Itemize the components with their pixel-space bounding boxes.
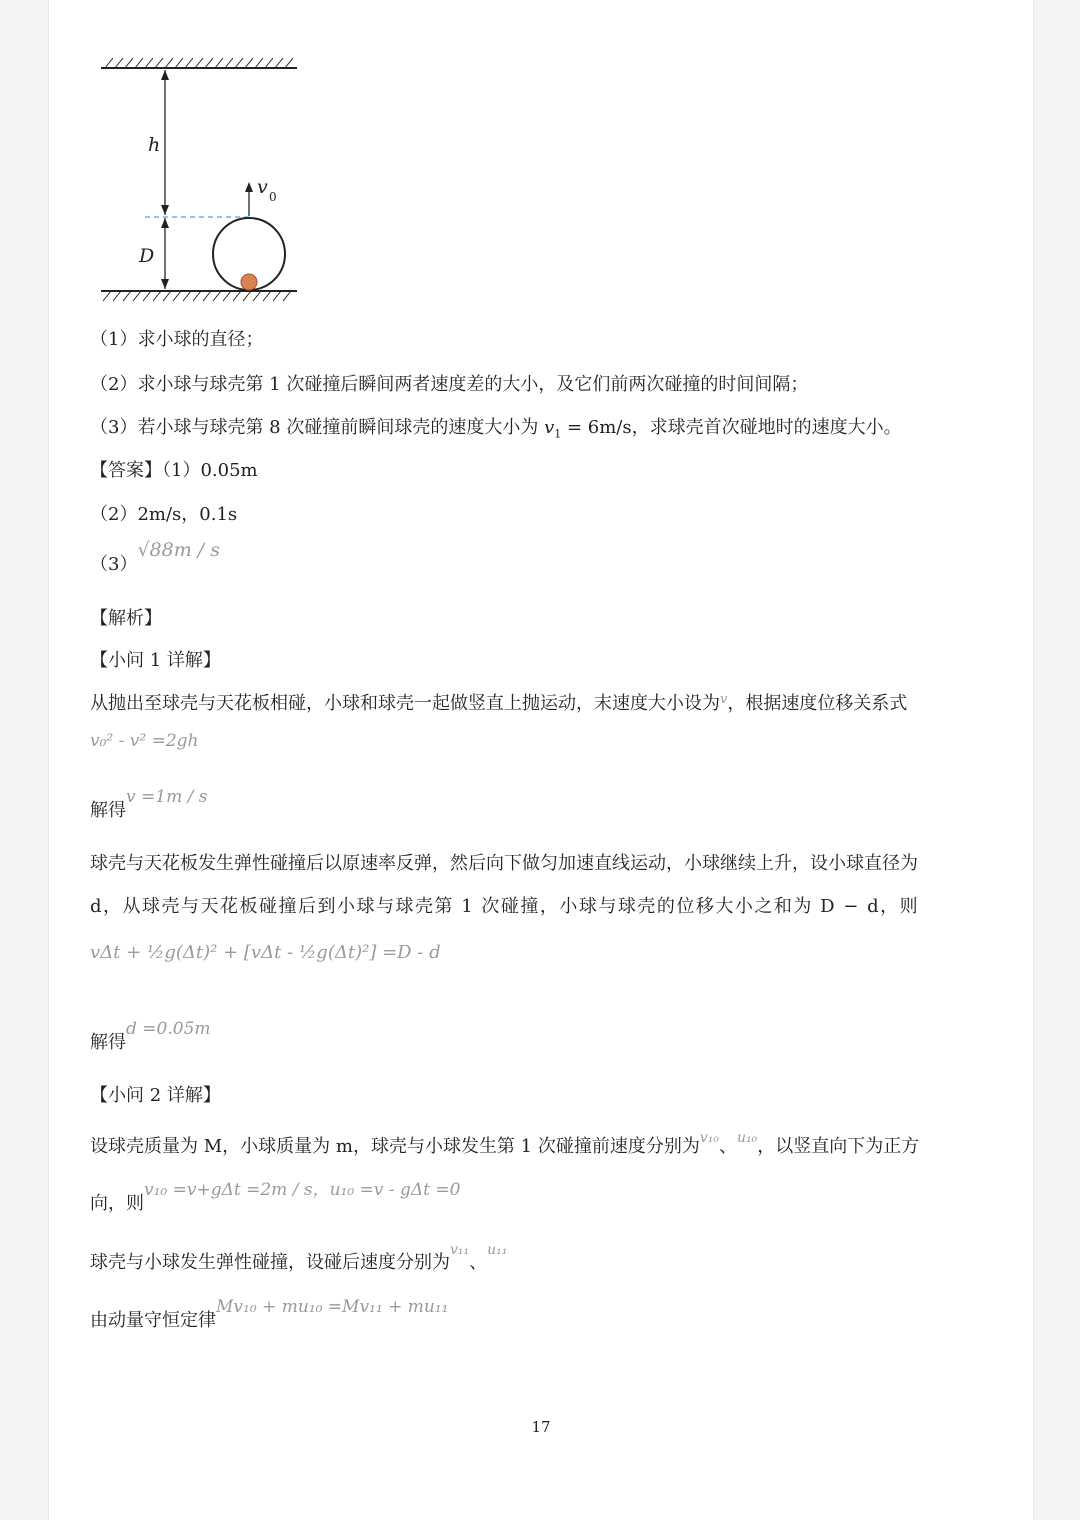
- v0-arrowhead: [245, 182, 253, 192]
- floor-hatch: [103, 291, 291, 301]
- answer-3-prefix: （3）: [90, 554, 138, 575]
- label-h: h: [148, 134, 161, 156]
- physics-diagram: [99, 48, 359, 308]
- question-2: （2）求小球与球壳第 1 次碰撞后瞬间两者速度差的大小，及它们前两次碰撞的时间间隔；: [90, 374, 809, 395]
- q3-text-end: = 6m/s，求球壳首次碰地时的速度大小。: [561, 417, 902, 438]
- solve-label-2: 解得: [90, 1032, 126, 1053]
- p4-text-end: ，以竖直向下为正方: [757, 1136, 920, 1157]
- label-v0-sub: 0: [269, 190, 277, 204]
- small-ball: [241, 274, 257, 290]
- question-3: [90, 415, 902, 448]
- ceiling-hatch: [105, 58, 293, 68]
- d-arrow-bottom: [161, 279, 169, 289]
- answer-1: （1）0.05m: [162, 460, 258, 481]
- p6-sep: 、: [469, 1252, 488, 1273]
- solve-row-2: [90, 1019, 211, 1056]
- page-number: 17: [531, 1418, 551, 1436]
- p4-var-v: v₁₀: [699, 1130, 719, 1146]
- q3-var: v: [544, 417, 555, 438]
- answer-tag: 【答案】: [90, 460, 162, 481]
- answer-2: （2）2m/s，0.1s: [90, 504, 238, 525]
- answer-row-3: [90, 539, 220, 578]
- p7-text: 由动量守恒定律: [90, 1310, 216, 1331]
- analysis-p5: [90, 1180, 461, 1217]
- p4-var-u: u₁₀: [736, 1130, 758, 1146]
- h-arrow-bottom: [161, 205, 169, 215]
- analysis-tag: 【解析】: [90, 608, 162, 629]
- analysis-p7: [90, 1297, 449, 1334]
- equation-6: Mv₁₀ + mu₁₀ =Mv₁₁ + mu₁₁: [216, 1297, 449, 1317]
- analysis-p1: [90, 691, 907, 719]
- answer-3-math: √88m / s: [137, 539, 220, 561]
- q3-text: （3）若小球与球壳第 8 次碰撞前瞬间球壳的速度大小为: [90, 417, 545, 438]
- sub-question-2-tag: 【小问 2 详解】: [90, 1085, 221, 1106]
- p1-text-end: ，根据速度位移关系式: [727, 693, 908, 714]
- label-v0: v: [257, 176, 268, 198]
- analysis-p3: d，从球壳与天花板碰撞后到小球与球壳第 1 次碰撞，小球与球壳的位移大小之和为 D − d，则: [90, 896, 920, 917]
- equation-3: vΔt + ½g(Δt)² + [vΔt - ½g(Δt)²] =D - d: [90, 942, 441, 963]
- solve-row-1: [90, 787, 208, 824]
- equation-4: d =0.05m: [126, 1019, 211, 1039]
- analysis-p2: 球壳与天花板发生弹性碰撞后以原速率反弹，然后向下做匀加速直线运动，小球继续上升，设小球直径为: [90, 853, 918, 874]
- p1-var: v: [720, 692, 728, 707]
- p1-text: 从抛出至球壳与天花板相碰，小球和球壳一起做竖直上抛运动，末速度大小设为: [90, 693, 720, 714]
- answer-row-1: [90, 458, 258, 484]
- equation-2: v =1m / s: [126, 787, 208, 807]
- p6-var-u: u₁₁: [487, 1242, 508, 1258]
- solve-label-1: 解得: [90, 800, 126, 821]
- p5-text: 向，则: [90, 1193, 144, 1214]
- analysis-p6: [90, 1242, 508, 1277]
- question-1: （1）求小球的直径；: [90, 329, 264, 350]
- label-d: D: [139, 245, 155, 267]
- analysis-p4: [90, 1130, 920, 1161]
- sub-question-1-tag: 【小问 1 详解】: [90, 650, 221, 671]
- document-page: [48, 0, 1034, 1520]
- equation-5: v₁₀ =v+gΔt =2m / s，u₁₀ =v - gΔt =0: [144, 1180, 461, 1200]
- p4-text: 设球壳质量为 M，小球质量为 m，球壳与小球发生第 1 次碰撞前速度分别为: [90, 1136, 700, 1157]
- equation-1: v₀² - v² =2gh: [90, 731, 199, 751]
- q3-sub: 1: [554, 427, 562, 441]
- d-arrow-top: [161, 218, 169, 228]
- h-arrow-top: [161, 70, 169, 80]
- p6-text: 球壳与小球发生弹性碰撞，设碰后速度分别为: [90, 1252, 450, 1273]
- p4-sep: 、: [718, 1136, 737, 1157]
- p6-var-v: v₁₁: [450, 1242, 470, 1258]
